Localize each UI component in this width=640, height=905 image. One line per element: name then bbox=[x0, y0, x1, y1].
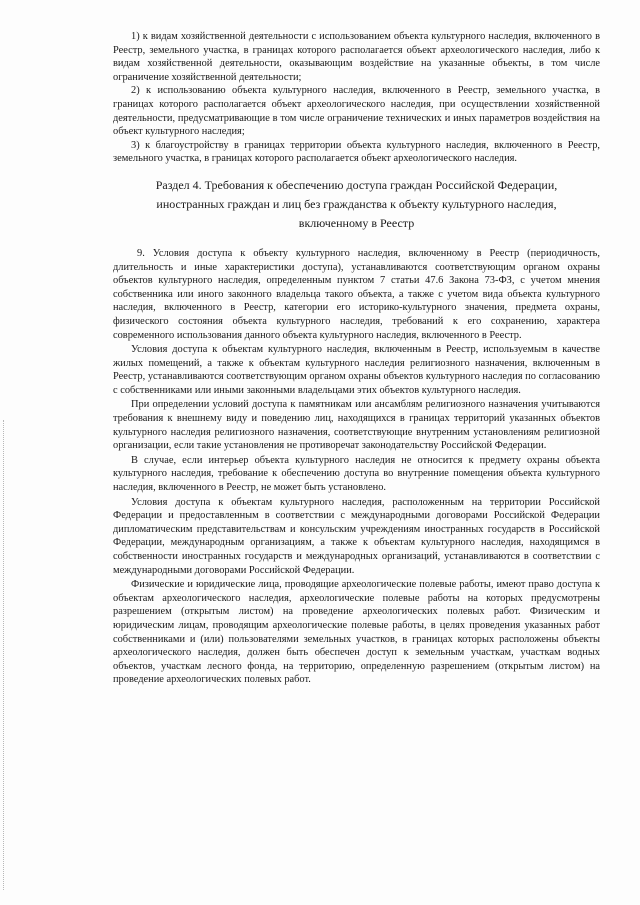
requirement-item-3: 3) к благоустройству в границах территории объекта культурного наследия, включенного в Реестр, земельного участка, в границах которого располагается объект археологического наследия. bbox=[113, 139, 600, 165]
section-heading-line-3: включенному в Реестр bbox=[298, 215, 415, 230]
requirement-item-2: 2) к использованию объекта культурного наследия, включенного в Реестр, земельного участка, в границах которого располагается объект археологического наследия, при осуществлении хозяйственной деятельности, предусматривающие в том числе ограничение технических и иных параметров воздействия на объект культурного наследия; bbox=[113, 85, 600, 138]
section-heading-line-1: Раздел 4. Требования к обеспечению доступа граждан Российской Федерации, bbox=[155, 177, 558, 192]
paragraph-interior: В случае, если интерьер объекта культурного наследия не относится к предмету охраны объекта культурного наследия, требование к обеспечению доступа во внутренние помещения объекта культурного наследия, включенного в Реестр, не может быть установлено. bbox=[113, 454, 600, 494]
paragraph-religious-requirements: При определении условий доступа к памятникам или ансамблям религиозного назначения учитываются требования к внешнему виду и поведению лиц, находящихся в границах территорий указанных объектов культурного наследия религиозного назначения, соответствующие внутренним установлениям религиозной организации, если такие установления не противоречат законодательству Российской Федерации. bbox=[113, 399, 600, 452]
scan-margin-mark bbox=[3, 420, 6, 890]
paragraph-diplomatic: Условия доступа к объектам культурного наследия, расположенным на территории Российской Федерации и предоставленным в соответствии с международными договорами Российской Федерации дипломатическим представительствам и консульским учреждениям иностранных государств в Российской Федерации, международным организациям, а также к объектам культурного наследия, находящимся в собственности иностранных государств и международных организаций, устанавливаются в соответствии с международными договорами Российской Федерации. bbox=[113, 496, 600, 576]
paragraph-archaeological: Физические и юридические лица, проводящие археологические полевые работы, имеют право доступа к объектам археологического наследия, археологические полевые работы на которых предусмотрены разрешением (открытым листом) на проведение археологических полевых работ. Физическим и юридическим лицам, проводящим археологические полевые работы, в целях проведения указанных работ собственниками и (или) пользователями земельных участков, в границах которых расположены объекты археологического наследия, должен быть обеспечен доступ к земельным участкам, участкам водных объектов, участкам лесного фонда, на территорию, определенную разрешением (открытым листом) на проведение археологических полевых работ. bbox=[113, 579, 600, 686]
paragraph-residential-religious: Условия доступа к объектам культурного наследия, включенным в Реестр, используемым в качестве жилых помещений, а также к объектам культурного наследия религиозного назначения, включенным в Реестр, устанавливаются соответствующим органом охраны объектов культурного наследия по согласованию с собственниками или иными законными владельцами этих объектов культурного наследия. bbox=[113, 344, 600, 396]
section-heading bbox=[113, 176, 600, 233]
requirement-item-1: 1) к видам хозяйственной деятельности с использованием объекта культурного наследия, включенного в Реестр, земельного участка, в границах которого располагается объект археологического наследия, либо к видам хозяйственной деятельности, оказывающим воздействие на указанные объекты, в том числе ограничение хозяйственной деятельности; bbox=[113, 31, 600, 83]
section-heading-line-2: иностранных граждан и лиц без гражданства к объекту культурного наследия, bbox=[156, 196, 557, 211]
paragraph-9: 9. Условия доступа к объекту культурного наследия, включенному в Реестр (периодичность, длительность и иные характеристики доступа), устанавливаются соответствующим органом охраны объектов культурного наследия, определенным пунктом 7 статьи 47.6 Закона 73-ФЗ, с учетом мнения собственника или иного законного владельца такого объекта, а также с учетом вида объекта культурного наследия, включенного в Реестр, категории его историко-культурного значения, предмета охраны, физического состояния объекта культурного наследия, требований к его сохранению, характера современного использования данного объекта культурного наследия, включенного в Реестр. bbox=[113, 247, 600, 341]
document-body bbox=[113, 30, 600, 687]
